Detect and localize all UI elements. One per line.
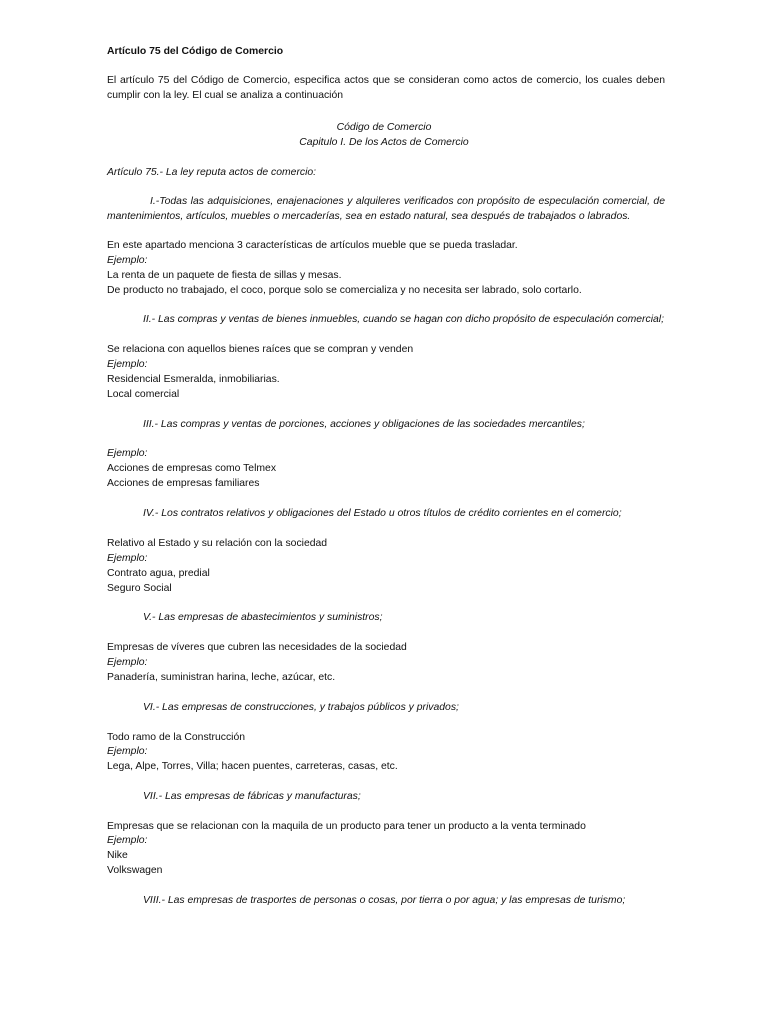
section-heading: VIII.- Las empresas de trasportes de personas o cosas, por tierra o por agua; y las empresas de turismo; — [143, 895, 626, 906]
example-label: Ejemplo: — [107, 835, 148, 846]
intro-paragraph: El artículo 75 del Código de Comercio, especifica actos que se consideran como actos de comercio, los cuales deben cumplir con la ley. El cual se analiza a continuación — [107, 75, 665, 101]
section-description: En este apartado menciona 3 características de artículos mueble que se pueda trasladar. — [107, 240, 518, 251]
example-item: La renta de un paquete de fiesta de sillas y mesas. — [107, 270, 342, 281]
section-description: Empresas que se relacionan con la maquila de un producto para tener un producto a la venta terminado — [107, 821, 586, 832]
example-label: Ejemplo: — [107, 359, 148, 370]
example-item: Volkswagen — [107, 865, 163, 876]
example-item: Lega, Alpe, Torres, Villa; hacen puentes, carreteras, casas, etc. — [107, 761, 398, 772]
example-item: Nike — [107, 850, 128, 861]
example-label: Ejemplo: — [107, 746, 148, 757]
section-heading: II.- Las compras y ventas de bienes inmuebles, cuando se hagan con dicho propósito de especulación comercial; — [143, 314, 664, 325]
section-heading: V.- Las empresas de abastecimientos y suministros; — [143, 612, 383, 623]
code-heading: Código de Comercio — [336, 122, 432, 133]
section-description: Todo ramo de la Construcción — [107, 732, 246, 743]
example-item: Acciones de empresas familiares — [107, 478, 260, 489]
example-item: Contrato agua, predial — [107, 568, 210, 579]
document-title: Artículo 75 del Código de Comercio — [107, 46, 284, 57]
article-line: Artículo 75.- La ley reputa actos de comercio: — [107, 167, 317, 178]
section-heading: I.-Todas las adquisiciones, enajenaciones y alquileres verificados con propósito de especulación comercial, de mantenimientos, artículos, muebles o mercaderías, sea en estado natural, sea después de trabajados o labrados. — [107, 196, 665, 222]
section-description: Relativo al Estado y su relación con la sociedad — [107, 538, 328, 549]
example-label: Ejemplo: — [107, 657, 148, 668]
example-label: Ejemplo: — [107, 255, 148, 266]
section-heading: III.- Las compras y ventas de porciones, acciones y obligaciones de las sociedades mercantiles; — [143, 419, 585, 430]
example-item: Acciones de empresas como Telmex — [107, 463, 277, 474]
section-description: Empresas de víveres que cubren las necesidades de la sociedad — [107, 642, 407, 653]
example-label: Ejemplo: — [107, 448, 148, 459]
example-item: Seguro Social — [107, 583, 172, 594]
example-label: Ejemplo: — [107, 553, 148, 564]
example-item: De producto no trabajado, el coco, porque solo se comercializa y no necesita ser labrado, solo cortarlo. — [107, 285, 582, 296]
example-item: Local comercial — [107, 389, 180, 400]
example-item: Residencial Esmeralda, inmobiliarias. — [107, 374, 280, 385]
section-heading: VI.- Las empresas de construcciones, y trabajos públicos y privados; — [143, 702, 459, 713]
section-heading: IV.- Los contratos relativos y obligaciones del Estado u otros títulos de crédito corrientes en el comercio; — [143, 508, 622, 519]
chapter-heading: Capitulo I. De los Actos de Comercio — [299, 137, 469, 148]
example-item: Panadería, suministran harina, leche, azúcar, etc. — [107, 672, 336, 683]
section-heading: VII.- Las empresas de fábricas y manufacturas; — [143, 791, 361, 802]
section-description: Se relaciona con aquellos bienes raíces que se compran y venden — [107, 344, 414, 355]
